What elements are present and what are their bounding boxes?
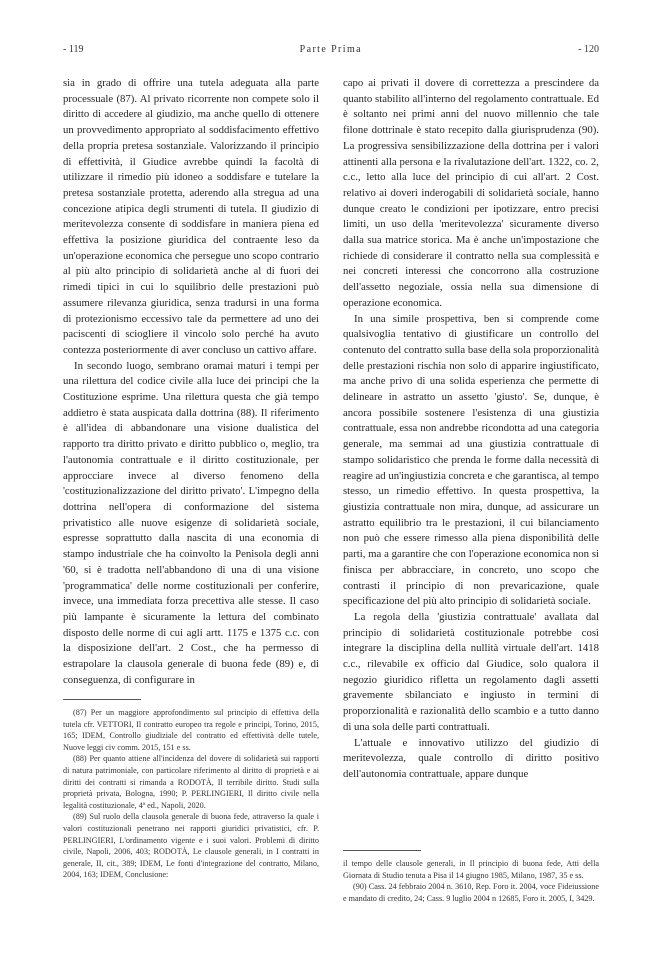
left-text-column xyxy=(63,76,319,688)
footnote-89: (89) Sul ruolo della clausola generale di buona fede, attraverso la quale i valori costituzionali penetrano nei rapporti giuridici privatistici, cfr. P. PERLINGIERI, L'ordinamento vigente e i suoi valori. Problemi di diritto civile, Napoli, 2006, 403; RODOTÀ, Le clausole generali, in I contratti in generale, II, cit., 389; IDEM, Le fonti d'integrazione del contratto, Milano, 2004, 163; IDEM, Conclusione: xyxy=(63,812,319,880)
footnote-87: (87) Per un maggiore approfondimento sul principio di effettiva della tutela cfr. VETTORI, Il contratto europeo tra regole e principi, Torino, 2015, 165; IDEM, Controllo giudiziale del contratto ed effettività delle tutele, Nuove leggi civ comm. 2015, 151 e ss. xyxy=(63,708,319,752)
right-paragraph-1: capo ai privati il dovere di correttezza a prescindere da quanto stabilito all'interno del regolamento contrattuale. Ed è soltanto nei primi anni del nuovo millennio che tale filone dottrinale è stato recepito dalla giurisprudenza (90). La progressiva sensibilizzazione della dottrina per i valori attinenti alla persona e la rivalutazione dell'art. 1322, co. 2, c.c., letto alla luce del principio di cui all'art. 2 Cost. relativo ai doveri inderogabili di solidarietà sociale, hanno dunque creato le condizioni per ipotizzare, entro precisi limiti, un uso della 'meritevolezza' sicuramente diverso dalla sua matrice storica. Ma è anche un'impostazione che richiede di considerare il contratto nella sua complessità e nei concreti interessi che concorrono alla costruzione dell'assetto negoziale, ossia nella sua dimensione di operazione economica. xyxy=(343,77,599,309)
right-footnotes xyxy=(343,850,599,904)
left-paragraph-2: In secondo luogo, sembrano oramai maturi i tempi per una rilettura del codice civile alla luce dei principi che la Costituzione esprime. Una rilettura questa che già tempo addietro è stata auspicata dalla dottrina (88). Il riferimento è all'idea di abbandonare una visione dualistica del rapporto tra diritto privato e diritto pubblico o, meglio, tra l'autonomia contrattuale e il diritto costituzionale, per approcciare invece al diverso fenomeno della 'costituzionalizzazione del diritto privato'. L'impegno della dottrina nell'opera di conformazione del sistema privatistico alle nuove esigenze di solidarietà sociale, espresse soprattutto dalla nascita di una economia di stampo industriale che ha coinvolto la Penisola degli anni '60, si è tradotta nell'abbandono di una di una visione 'programmatica' delle norme costituzionali per conferire, invece, una immediata forza precettiva alle stesse. Il caso più lampante è sicuramente la lettura del combinato disposto delle norme di cui agli artt. 1175 e 1375 c.c. con la disposizione dell'art. 2 Cost., che ha permesso di estrapolare la clausola generale di buona fede (89) e, di conseguenza, di configurare in xyxy=(63,359,319,686)
left-page-number: - 119 xyxy=(63,44,84,55)
footnote-separator xyxy=(63,699,141,700)
right-paragraph-2: In una simile prospettiva, ben si comprende come qualsivoglia tentativo di giustificare un controllo del contenuto del contratto sulla base della sola proporzionalità delle prestazioni rischia non solo di apparire ingiustificato, ma anche privo di una solida esperienza che permette di delineare in astratto un assetto 'giusto'. Se, dunque, è ancora possibile sostenere l'esistenza di una giustizia contrattuale, essa non andrebbe ricondotta ad una categoria generale, ma semmai ad una giustizia contrattuale di stampo solidaristico che prenda le forme dalla necessità di reagire ad un'ingiustizia concreta e che garantisca, al tempo stesso, un rimedio effettivo. In questa prospettiva, la giustizia contrattuale non mira, dunque, ad assicurare un astratto equilibrio tra le prestazioni, il cui bilanciamento non può che essere rimesso alla piena disponibilità delle parti, ma a garantire che con l'operazione economica non si finisca per abbracciare, in concreto, uno scopo che contrasti il principio di non prevaricazione, quale specificazione del più alto principio di solidarietà sociale. xyxy=(343,312,599,608)
left-paragraph-1: sia in grado di offrire una tutela adeguata alla parte processuale (87). Al privato ricorrente non compete solo il diritto di accedere al giudizio, ma anche quello di ottenere un provvedimento appropriato al soddisfacimento effettivo della propria pretesa sostanziale. Valorizzando il principio di effettività, il Giudice avrebbe quindi la facoltà di utilizzare il rimedio più idoneo a soddisfare e tutelare la pretesa sostanziale protetta, aderendo alla stregua ad una concezione atipica degli strumenti di tutela. Il giudizio di meritevolezza consente di soddisfare in maniera piena ed effettiva la posizione giuridica del contraente leso da un'operazione economica che persegue uno scopo contrario al più alto principio di solidarietà anche al di fuori dei rimedi tipici in cui lo squilibrio delle prestazioni può assumere rilevanza giuridica, senza tradursi in una forma di protezionismo eccessivo tale da permettere ad uno dei paciscenti di sciogliere il vincolo solo perché ha avuto contezza posteriormente di aver concluso un cattivo affare. xyxy=(63,77,319,356)
footnote-89-continued: il tempo delle clausole generali, in Il principio di buona fede, Atti della Giornata di Studio tenuta a Pisa il 14 giugno 1985, Milano, 1987, 35 e ss. xyxy=(343,859,599,880)
footnote-88: (88) Per quanto attiene all'incidenza del dovere di solidarietà sui rapporti di natura patrimoniale, con particolare riferimento al diritto di proprietà e ai diritti dei contratti si rimanda a RODOTÀ, Il terribile diritto. Studi sulla proprietà privata, Bologna, 1990; P. PERLINGIERI, Il diritto civile nella legalità costituzionale, 4ª ed., Napoli, 2020. xyxy=(63,754,319,810)
left-footnotes xyxy=(63,699,319,881)
right-paragraph-3: La regola della 'giustizia contrattuale' avallata dal principio di solidarietà costituzionale potrebbe così integrare la disciplina della nullità virtuale dell'art. 1418 c.c., rilevabile ex officio dal Giudice, solo qualora il negozio giuridico rifletta un regolamento dagli assetti gravemente sbilanciato e ingiusto in termini di proporzionalità e razionalità dello scambio e a tutto danno di una sola delle parti contrattuali. xyxy=(343,610,599,733)
right-paragraph-4: L'attuale e innovativo utilizzo del giudizio di meritevolezza, quale controllo di diritto positivo dell'autonomia contrattuale, appare dunque xyxy=(343,736,599,780)
right-page-number: - 120 xyxy=(578,44,599,55)
footnote-90: (90) Cass. 24 febbraio 2004 n. 3610, Rep. Foro it. 2004, voce Fideiussione e mandato di credito, 24; Cass. 9 luglio 2004 n 12685, Foro it. 2005, I, 3429. xyxy=(343,882,599,903)
footnote-separator xyxy=(343,850,421,851)
running-title: Parte Prima xyxy=(299,44,362,55)
page-header xyxy=(63,44,599,55)
right-text-column xyxy=(343,76,599,783)
